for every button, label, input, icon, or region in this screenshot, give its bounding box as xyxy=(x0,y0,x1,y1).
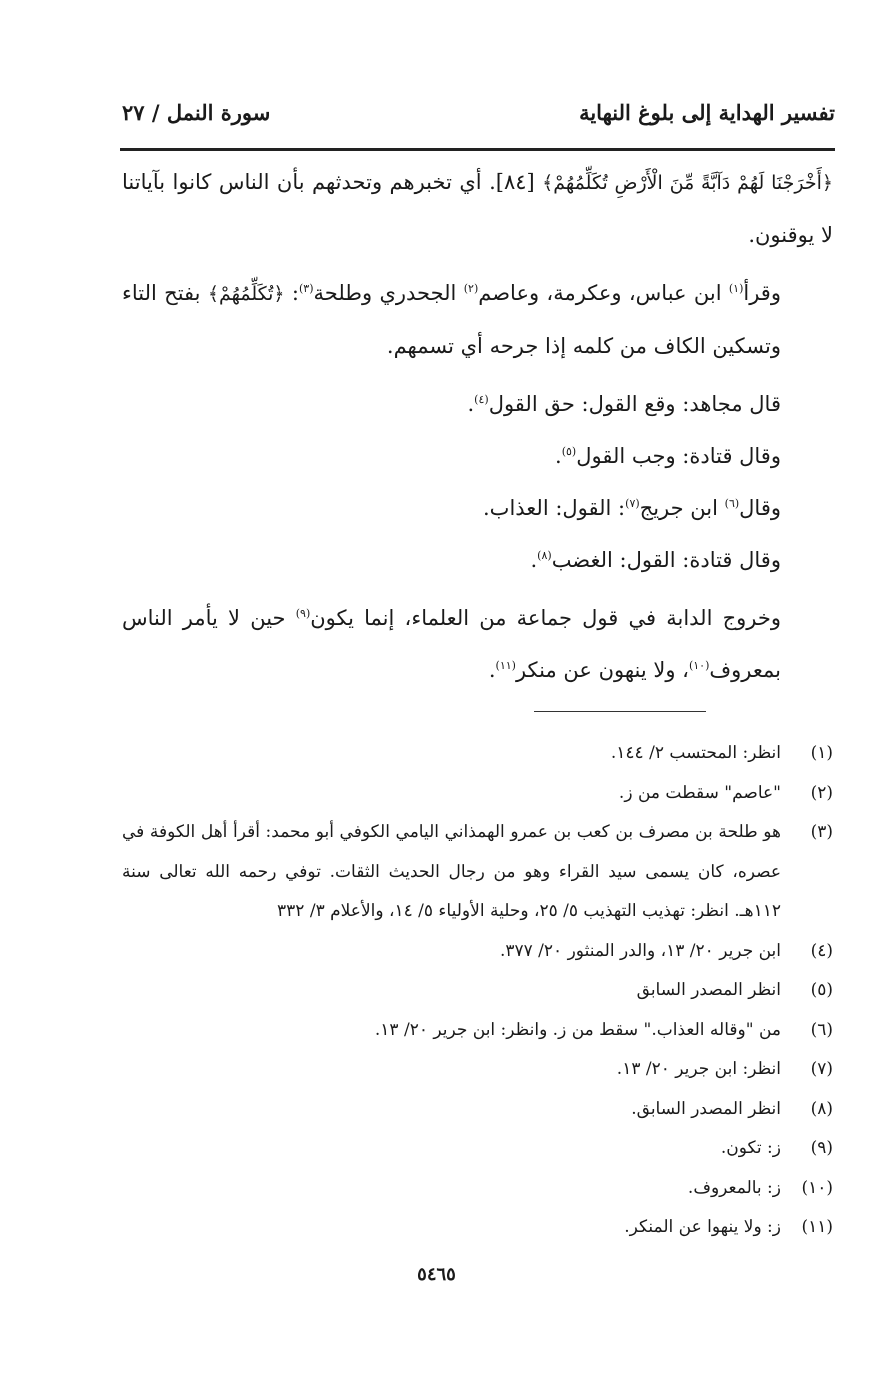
footnote xyxy=(122,1169,833,1209)
footnote-number: (١٠) xyxy=(801,1177,833,1198)
footnote-number: (٢) xyxy=(810,782,833,803)
footnote-separator xyxy=(534,711,706,712)
footnote xyxy=(122,1090,833,1130)
footnote xyxy=(122,932,833,972)
footnote-number: (٦) xyxy=(810,1019,833,1040)
surah-title: سورة النمل / ٢٧ xyxy=(122,100,271,125)
footnote-text: "عاصم" سقطت من ز. xyxy=(618,782,781,803)
footnote-number: (٨) xyxy=(810,1098,833,1119)
paragraph xyxy=(122,156,833,261)
footnote-text: ز: ولا ينهوا عن المنكر. xyxy=(624,1217,781,1237)
footnote-text: انظر المصدر السابق. xyxy=(631,1098,781,1119)
footnotes xyxy=(122,734,833,1248)
paragraph-text: [٨٤]. أي تخبرهم وتحدثهم بأن الناس كانوا بآياتنا لا يوقنون. xyxy=(122,170,833,247)
footnote-ref: (٦) xyxy=(724,497,740,510)
main-text xyxy=(122,156,833,696)
footnote-ref: (٣) xyxy=(298,282,314,295)
footnote-text: ز: بالمعروف. xyxy=(687,1177,781,1198)
footnote-number: (٣) xyxy=(810,822,833,842)
header-rule xyxy=(120,148,835,151)
paragraph: وقرأ$^{(١)}$ ابن عباس، وعكرمة، وعاصم$^{(٢)}$ الجحدري وطلحة$^{(٣)}$: ﴿تُكَلِّمُهُمْ﴾ بفتح التاء وتسكين الكاف من كلمه إذا جرحه أي تسمهم. xyxy=(122,281,781,358)
footnote-number: (٧) xyxy=(810,1059,833,1079)
footnote-ref: (٤) xyxy=(474,393,489,406)
footnote-number: (١) xyxy=(810,743,833,763)
footnote xyxy=(122,1050,833,1090)
paragraph: وقال قتادة: القول: الغضب$^{(٨)}$. xyxy=(530,548,781,572)
footnote xyxy=(122,1011,833,1051)
paragraph: وخروج الدابة في قول جماعة من العلماء، إنما يكون$^{(٩)}$ حين لا يأمر الناس بمعروف$^{(١٠)}$، ولا ينهون عن منكر$^{(١١)}$. xyxy=(122,606,781,682)
book-title: تفسير الهداية إلى بلوغ النهاية xyxy=(579,100,835,125)
footnote xyxy=(122,813,833,932)
footnote-ref: (١١) xyxy=(495,659,516,672)
footnote-ref: (٥) xyxy=(561,445,577,458)
paragraph: وقال قتادة: وجب القول$^{(٥)}$. xyxy=(555,444,781,468)
footnote-text: من "وقاله العذاب." سقط من ز. وانظر: ابن جرير ٢٠/ ١٣. xyxy=(374,1019,781,1040)
footnote xyxy=(122,1129,833,1169)
footnote-number: (٤) xyxy=(810,940,833,961)
footnote xyxy=(122,971,833,1011)
footnote-ref: (٨) xyxy=(537,549,552,562)
running-header xyxy=(122,100,835,134)
footnote-text: انظر: ابن جرير ٢٠/ ١٣. xyxy=(616,1059,781,1079)
footnote-ref: (١) xyxy=(728,282,744,295)
footnote-ref: (٧) xyxy=(625,497,640,510)
footnote-text: هو طلحة بن مصرف بن كعب بن عمرو الهمذاني اليامي الكوفي أبو محمد: أقرأ أهل الكوفة في عصره، كان يسمى سيد القراء وهو من رجال الحديث الثقات. توفي رحمه الله تعالى سنة ١١٢هـ. انظر: تهذيب التهذيب ٥/ ٢٥، وحلية الأولياء ٥/ ١٤، والأعلام ٣/ ٣٣٢ xyxy=(122,822,781,921)
footnote-number: (٥) xyxy=(810,980,833,1000)
footnote-number: (٩) xyxy=(810,1138,833,1158)
footnote xyxy=(122,774,833,814)
footnote-number: (١١) xyxy=(801,1217,833,1237)
footnote-ref: (٩) xyxy=(295,607,311,620)
footnote xyxy=(122,734,833,774)
footnote xyxy=(122,1208,833,1248)
page-number: ٥٤٦٥ xyxy=(417,1264,456,1285)
footnote-text: ز: تكون. xyxy=(720,1138,781,1158)
footnote-text: انظر المصدر السابق xyxy=(636,980,781,1000)
footnote-text: انظر: المحتسب ٢/ ١٤٤. xyxy=(610,743,781,763)
footnote-text: ابن جرير ٢٠/ ١٣، والدر المنثور ٢٠/ ٣٧٧. xyxy=(499,940,781,961)
footnote-ref: (١٠) xyxy=(688,659,710,672)
footnote-ref: (٢) xyxy=(463,282,479,295)
quran-word: ﴿تُكَلِّمُهُمْ﴾ xyxy=(207,283,285,305)
quran-verse: ﴿أَخْرَجْنَا لَهُمْ دَآبَّةً مِّنَ الْأَرْضِ تُكَلِّمُهُمْ﴾ xyxy=(542,172,833,194)
paragraph: قال مجاهد: وقع القول: حق القول$^{(٤)}$. xyxy=(467,392,781,416)
paragraph: وقال$^{(٦)}$ ابن جريج$^{(٧)}$: القول: العذاب. xyxy=(483,496,781,520)
